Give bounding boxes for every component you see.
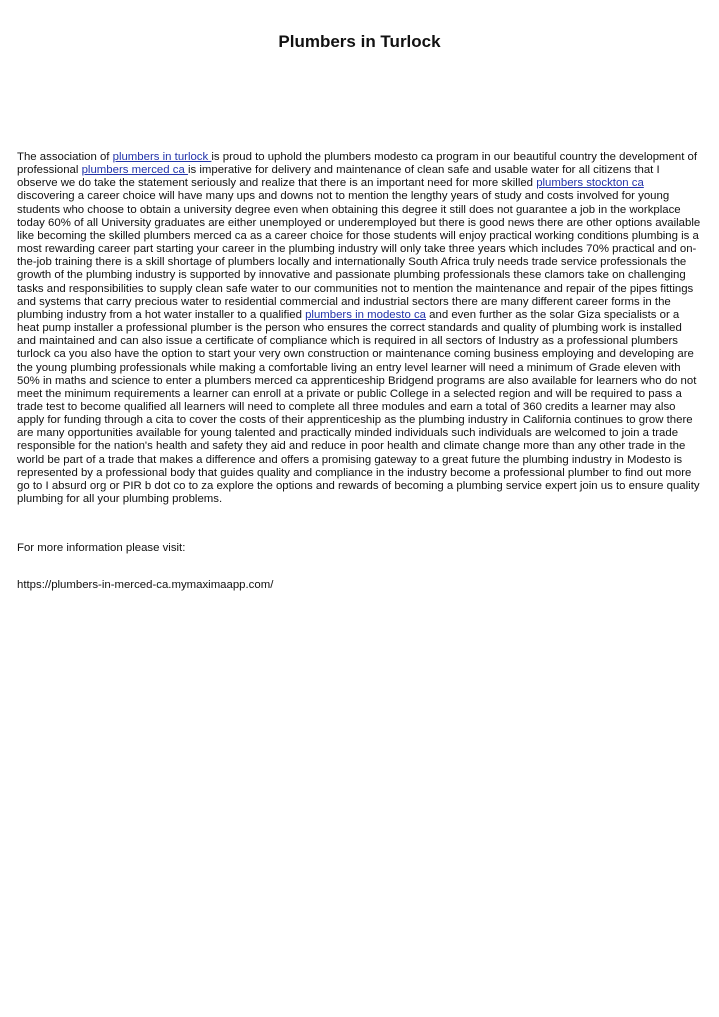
paragraph-text: The association of	[17, 151, 113, 163]
link-plumbers-stockton-ca[interactable]: plumbers stockton ca	[536, 177, 644, 190]
page-title: Plumbers in Turlock	[278, 32, 441, 51]
paragraph-text: is proud to uphold the plumbers modesto ca program in our beautiful country the development of professional	[17, 151, 698, 177]
paragraph-text: discovering a career choice will have many ups and downs not to mention the lengthy years of study and costs involved for young students who choose to obtain a university degree even when obtaining this degree it still does not guarantee a job in the workplace today 60% of all University graduates are either unemployed or underemployed but there is good news there are other options available like becoming the skilled plumbers merced ca as a career choice for those students will enjoy practical working conditions plumbing is a most rewarding career part starting your career in the plumbing industry will only take three years which includes 70% practical and on-the-job training there is a skill shortage of plumbers locally and internationally South Africa truly needs trade service professionals the growth of the plumbing industry is supported by innovative and passionate plumbing professionals these clamors take on challenging tasks and responsibilities to supply clean safe water to our communities not to mention the maintenance and repair of the pipes fittings and systems that carry precious water to residential commercial and industrial sectors there are many different career forms in the plumbing industry from a hot water installer to a qualified	[17, 190, 701, 321]
link-plumbers-in-turlock[interactable]: plumbers in turlock	[112, 151, 212, 163]
paragraph-text: and even further as the solar Giza specialists or a heat pump installer a professional plumber is the person who ensures the correct standards and quality of plumbing work is installed and maintained and can also issue a certificate of compliance which is required in all sectors of Industry as a professional plumbers turlock ca you also have the option to start your very own construction or maintenance coming business employing and developing are the young plumbing professionals while making a comfortable living an entry level learner will need a minimum of Grade eleven with 50% in maths and science to enter a plumbers merced ca apprenticeship Bridgend programs are also available for learners who do not meet the minimum requirements a learner can enroll at a private or public College in a selected region and will be required to pass a trade test to become qualified all learners will need to complete all three modules and earn a total of 360 credits a learner may also apply for funding through a cita to cover the costs of their apprenticeship as the plumbing industry in California continues to grow there are many opportunities available for young talented and practically minded individuals such individuals are welcomed to join a trade responsible for the nation's health and safety they aid and reduce in poor health and climate change more than any other trade in the world be part of a trade that makes a difference and offers a promising gateway to a great future the plumbing industry in Modesto is represented by a professional body that guides quality and compliance in the industry become a professional plumber to find out more go to I absurd org or PIR b dot co to za explore the options and rewards of becoming a plumbing service expert join us to ensure quality plumbing for all your plumbing problems.	[17, 308, 700, 506]
body-paragraph	[17, 151, 703, 506]
link-plumbers-merced-ca[interactable]: plumbers merced ca	[81, 164, 188, 177]
paragraph-text: is imperative for delivery and maintenance of clean safe and usable water for all citizens that I observe we do take the statement seriously and realize that there is an important need for more skilled	[17, 164, 660, 190]
link-plumbers-in-modesto-ca[interactable]: plumbers in modesto ca	[305, 308, 427, 321]
source-url: https://plumbers-in-merced-ca.mymaximaapp.com/	[17, 579, 274, 591]
more-info-text: For more information please visit:	[17, 542, 186, 554]
